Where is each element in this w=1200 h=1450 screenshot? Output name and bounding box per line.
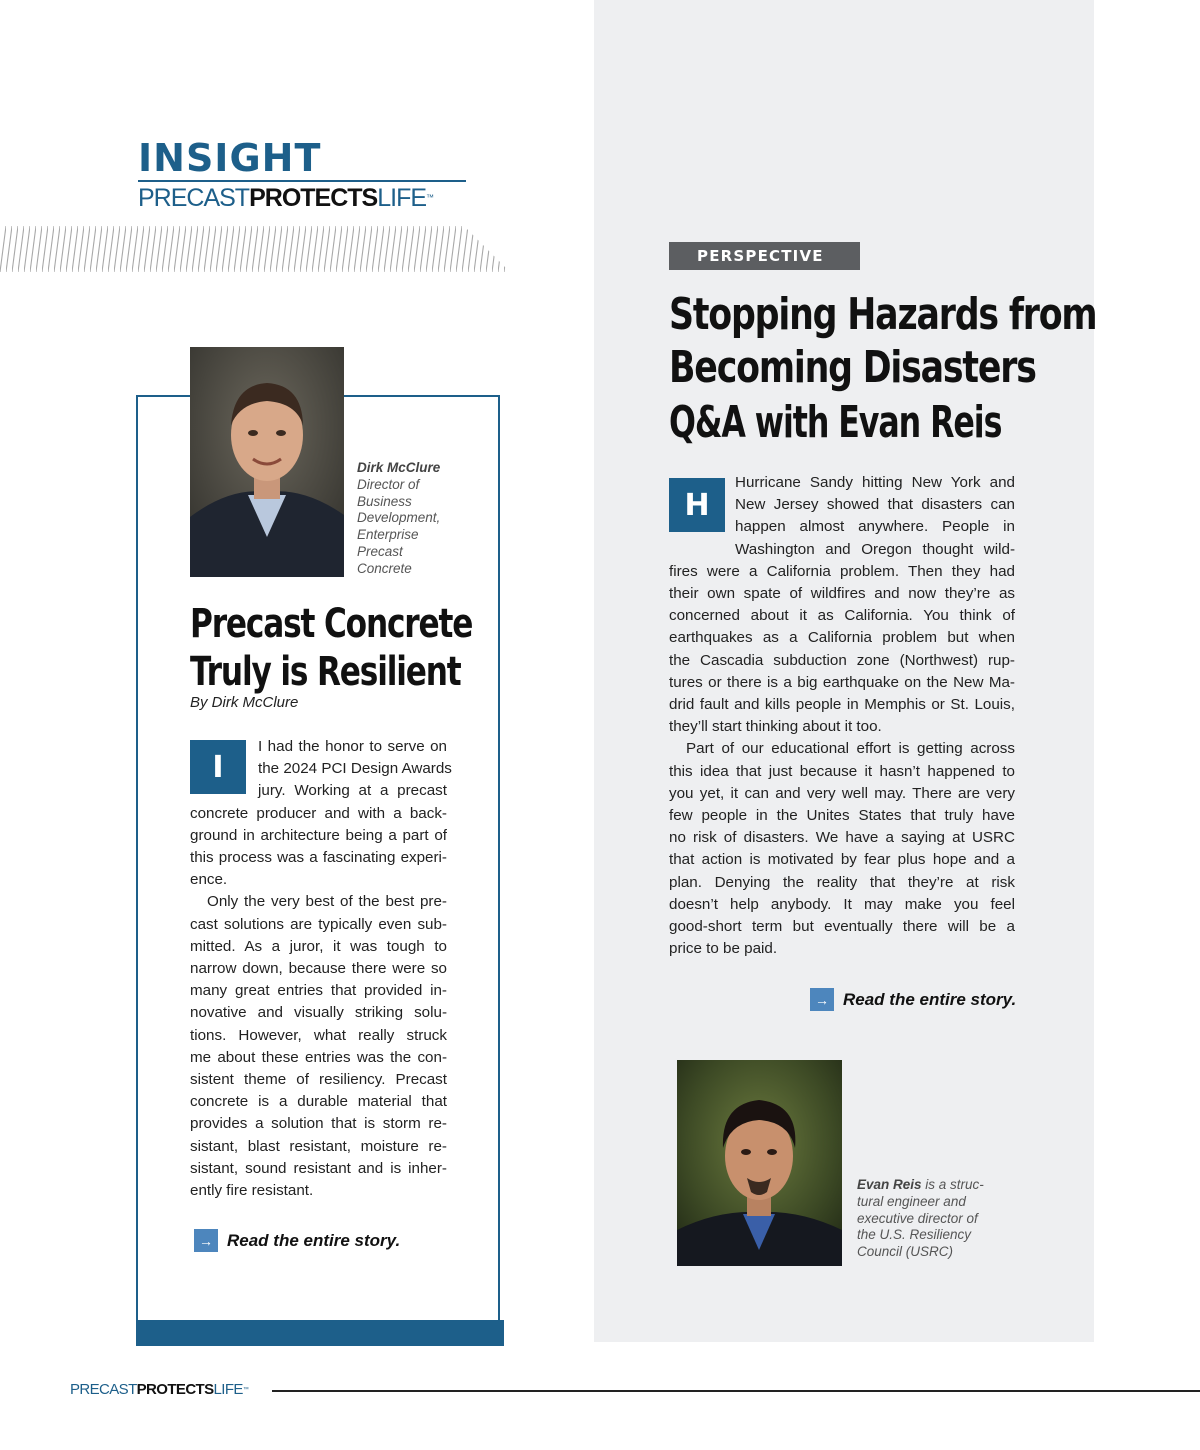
brand-part2: PROTECTS <box>249 184 378 212</box>
text-line: tures or there is a big earthquake on the New Ma- <box>669 673 1015 691</box>
text-line: this process was a fascinating experi- <box>190 849 447 866</box>
brand-part2: PROTECTS <box>136 1381 214 1398</box>
arrow-right-icon: → <box>810 988 834 1011</box>
text-line: this idea that just because it hasn’t happened to <box>669 762 1015 780</box>
text-line: Part of our educational effort is getting across <box>686 740 1015 758</box>
right-paragraph-1b <box>669 561 1015 739</box>
left-drop-cap: I <box>190 740 246 794</box>
caption-line: tural engineer and <box>857 1193 966 1209</box>
text-line: sistant, sound resistant and is inher- <box>190 1159 447 1177</box>
hatch-band-decoration <box>0 226 510 272</box>
brand-tm: ™ <box>242 1387 249 1393</box>
brand-part3: LIFE <box>213 1381 243 1398</box>
right-headline-line-1: Stopping Hazards from <box>669 289 1097 340</box>
left-paragraph-1a <box>258 736 452 803</box>
caption-line: Development, <box>357 510 441 526</box>
evan-caption <box>857 1177 997 1261</box>
caption-line: Enterprise <box>357 527 419 543</box>
arrow-right-icon: → <box>194 1229 218 1252</box>
text-line: ence. <box>190 871 228 889</box>
text-line: narrow down, because there were so <box>190 960 447 977</box>
right-paragraph-1a <box>735 472 1015 561</box>
text-line: me about these entries was the con- <box>190 1048 447 1066</box>
text-line: Hurricane Sandy hitting New York and <box>735 474 1015 491</box>
text-line: price to be paid. <box>669 940 778 958</box>
text-line: novative and visually striking solu- <box>190 1004 447 1022</box>
text-line: plan. Denying the reality that they’re at risk <box>669 873 1015 891</box>
dirk-caption-name: Dirk McClure <box>357 460 441 475</box>
caption-line: Concrete <box>357 560 412 576</box>
evan-reis-portrait <box>677 1060 842 1266</box>
text-line: ground in architecture being a part of <box>190 826 447 844</box>
left-byline: By Dirk McClure <box>190 694 299 711</box>
text-line: Washington and Oregon thought wild- <box>735 540 1015 558</box>
evan-caption-name: Evan Reis <box>857 1177 922 1192</box>
text-line: the Cascadia subduction zone (Northwest) rup- <box>669 651 1015 669</box>
caption-line: executive director of <box>857 1210 978 1226</box>
footer-rule <box>272 1390 1200 1392</box>
caption-line: Director of <box>357 476 420 492</box>
text-line: Only the very best of the best pre- <box>207 893 447 911</box>
text-line: sistent theme of resiliency. Precast <box>190 1071 447 1089</box>
read-more-label: Read the entire story. <box>843 989 1017 1009</box>
left-read-more-link[interactable] <box>194 1229 400 1252</box>
section-title: INSIGHT <box>138 136 322 180</box>
right-headline-line-2: Becoming Disasters <box>669 342 1036 393</box>
brand-part1: PRECAST <box>70 1381 137 1398</box>
brand-part3: LIFE <box>377 184 427 212</box>
text-line: no risk of disasters. We have a saying at USRC <box>669 829 1015 847</box>
text-line: mitted. As a juror, it was tough to <box>190 937 447 955</box>
caption-line: Business <box>357 493 412 509</box>
text-line: many great entries that provided in- <box>190 982 447 1000</box>
text-line: concerned about it as California. You think of <box>669 607 1015 625</box>
right-paragraph-2 <box>669 738 1015 960</box>
left-paragraph-2 <box>190 891 447 1202</box>
caption-line: Council (USRC) <box>857 1244 954 1260</box>
caption-line: the U.S. Resiliency <box>857 1227 972 1243</box>
text-line: sistant, blast resistant, moisture re- <box>190 1137 447 1155</box>
text-line: I had the honor to serve on <box>258 738 447 755</box>
text-line: New Jersey showed that disasters can <box>735 496 1015 514</box>
dirk-mcclure-portrait <box>190 347 344 577</box>
left-headline-line-1: Precast Concrete <box>190 601 473 647</box>
text-line: that action is motivated by fear plus hope and a <box>669 851 1015 869</box>
footer-brand-logo <box>70 1381 248 1399</box>
text-line: happen almost anywhere. People in <box>735 518 1015 536</box>
text-line: drid fault and kills people in Memphis or St. Louis, <box>669 696 1015 714</box>
brand-logo <box>138 184 434 212</box>
text-line: doesn’t help anybody. It may make you feel <box>669 895 1015 913</box>
text-line: fires were a California problem. Then they had <box>669 562 1015 580</box>
text-line: good-short term but eventually there will be a <box>669 918 1015 936</box>
left-paragraph-1b <box>190 803 447 892</box>
left-article-footer-bar <box>136 1320 504 1346</box>
text-line: tions. However, what really struck <box>190 1026 447 1044</box>
text-line: earthquakes as a California problem but when <box>669 629 1015 647</box>
right-read-more-link[interactable] <box>810 988 1016 1011</box>
right-subhead: Q&A with Evan Reis <box>669 397 1002 448</box>
text-line: concrete is a durable material that <box>190 1093 447 1111</box>
left-headline-line-2: Truly is Resilient <box>190 649 461 695</box>
text-line: they’ll start thinking about it too. <box>669 718 882 736</box>
brand-tm: ™ <box>426 193 435 202</box>
text-line: their own spate of wildfires and now they’re as <box>669 585 1015 602</box>
text-line: jury. Working at a precast <box>258 782 447 800</box>
read-more-label: Read the entire story. <box>227 1230 401 1250</box>
text-line: ently fire resistant. <box>190 1182 314 1200</box>
text-line: provides a solution that is storm re- <box>190 1115 447 1133</box>
header-rule <box>138 180 466 182</box>
brand-part1: PRECAST <box>138 184 250 212</box>
text-line: concrete producer and with a back- <box>190 804 447 822</box>
caption-line: is a struc- <box>921 1177 984 1192</box>
text-line: the 2024 PCI Design Awards <box>258 760 452 778</box>
dirk-caption <box>357 460 477 578</box>
perspective-badge: PERSPECTIVE <box>669 242 860 270</box>
right-drop-cap: H <box>669 478 725 532</box>
caption-line: Precast <box>357 543 403 559</box>
text-line: you yet, it can and very well may. There are very <box>669 784 1015 802</box>
text-line: few people in the Unites States that truly have <box>669 807 1015 824</box>
text-line: cast solutions are typically even sub- <box>190 915 447 933</box>
